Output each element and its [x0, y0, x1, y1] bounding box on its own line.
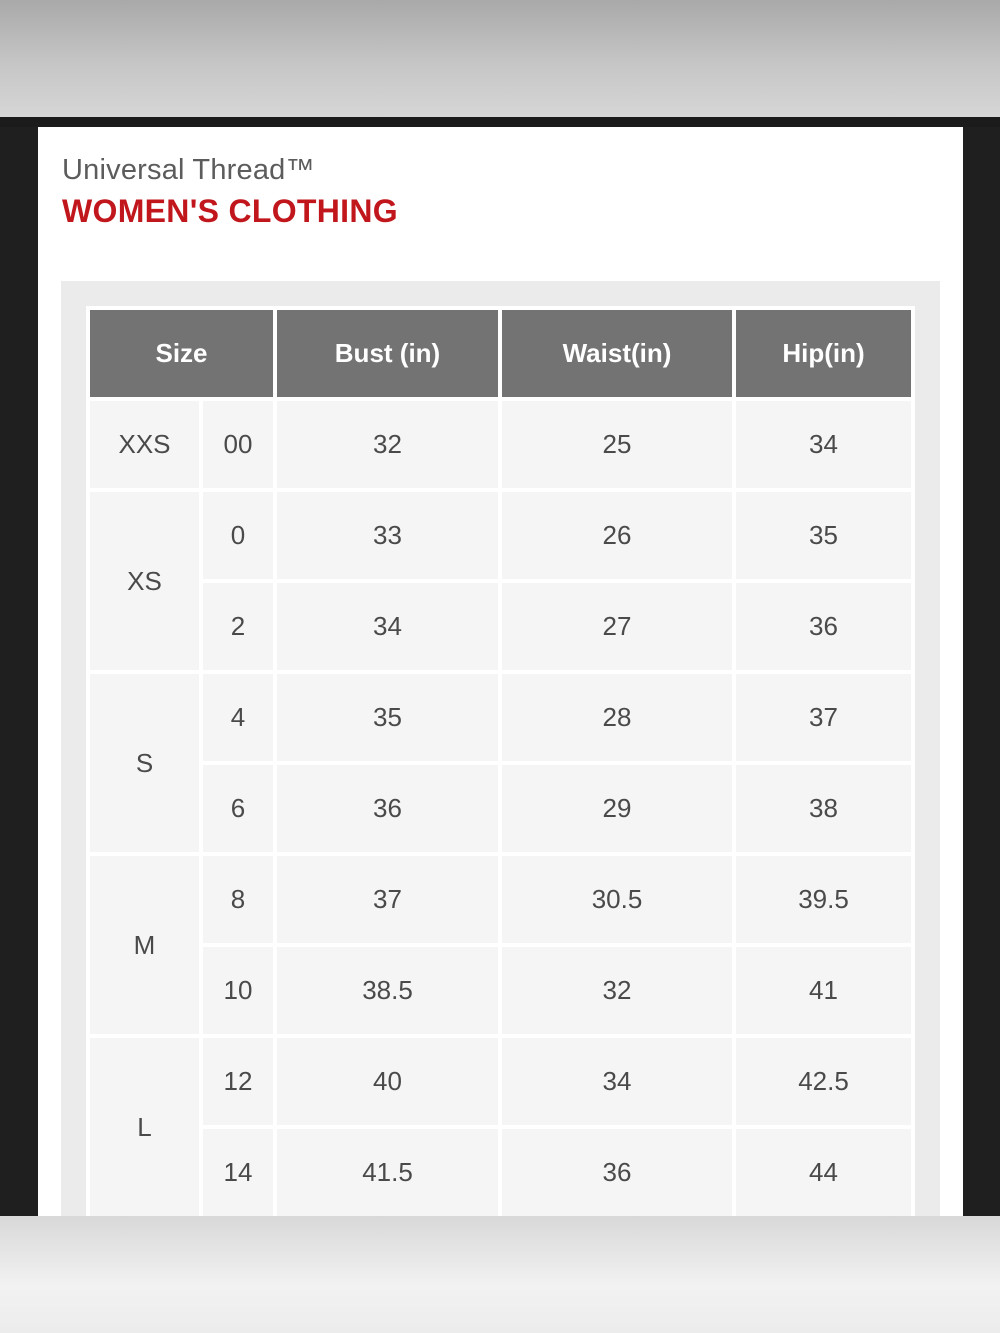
background-top	[0, 0, 1000, 117]
bust-value: 33	[277, 492, 498, 579]
size-group-label: XS	[90, 492, 199, 670]
bust-value: 34	[277, 583, 498, 670]
table-panel	[61, 281, 940, 1227]
size-group-label: M	[90, 856, 199, 1034]
table-row	[90, 947, 911, 1034]
hip-value: 41	[736, 947, 911, 1034]
size-table	[86, 306, 915, 1220]
table-row	[90, 856, 911, 943]
waist-value: 28	[502, 674, 732, 761]
size-group-label: S	[90, 674, 199, 852]
numeric-size: 12	[203, 1038, 273, 1125]
waist-value: 27	[502, 583, 732, 670]
bust-value: 41.5	[277, 1129, 498, 1216]
numeric-size: 00	[203, 401, 273, 488]
table-row	[90, 1129, 911, 1216]
column-header-size: Size	[90, 310, 273, 397]
bust-value: 36	[277, 765, 498, 852]
bust-value: 35	[277, 674, 498, 761]
numeric-size: 8	[203, 856, 273, 943]
waist-value: 36	[502, 1129, 732, 1216]
size-group-label: XXS	[90, 401, 199, 488]
numeric-size: 4	[203, 674, 273, 761]
bust-value: 32	[277, 401, 498, 488]
numeric-size: 10	[203, 947, 273, 1034]
waist-value: 25	[502, 401, 732, 488]
table-row	[90, 1038, 911, 1125]
numeric-size: 0	[203, 492, 273, 579]
hip-value: 38	[736, 765, 911, 852]
table-row	[90, 674, 911, 761]
column-header-waist: Waist(in)	[502, 310, 732, 397]
table-row	[90, 401, 911, 488]
hip-value: 44	[736, 1129, 911, 1216]
bust-value: 37	[277, 856, 498, 943]
size-group-label: L	[90, 1038, 199, 1216]
hip-value: 42.5	[736, 1038, 911, 1125]
waist-value: 32	[502, 947, 732, 1034]
waist-value: 34	[502, 1038, 732, 1125]
hip-value: 37	[736, 674, 911, 761]
hip-value: 36	[736, 583, 911, 670]
frame-bar	[0, 117, 1000, 127]
numeric-size: 14	[203, 1129, 273, 1216]
hip-value: 35	[736, 492, 911, 579]
background-bottom	[0, 1216, 1000, 1333]
numeric-size: 6	[203, 765, 273, 852]
bust-value: 38.5	[277, 947, 498, 1034]
table-row	[90, 583, 911, 670]
size-chart-card	[38, 127, 963, 1227]
category-title: WOMEN'S CLOTHING	[62, 193, 398, 229]
waist-value: 29	[502, 765, 732, 852]
table-row	[90, 765, 911, 852]
table-row	[90, 492, 911, 579]
hip-value: 39.5	[736, 856, 911, 943]
bust-value: 40	[277, 1038, 498, 1125]
column-header-bust: Bust (in)	[277, 310, 498, 397]
waist-value: 30.5	[502, 856, 732, 943]
brand-title: Universal Thread™	[62, 154, 315, 186]
numeric-size: 2	[203, 583, 273, 670]
table-header-row	[90, 310, 911, 397]
waist-value: 26	[502, 492, 732, 579]
hip-value: 34	[736, 401, 911, 488]
column-header-hip: Hip(in)	[736, 310, 911, 397]
